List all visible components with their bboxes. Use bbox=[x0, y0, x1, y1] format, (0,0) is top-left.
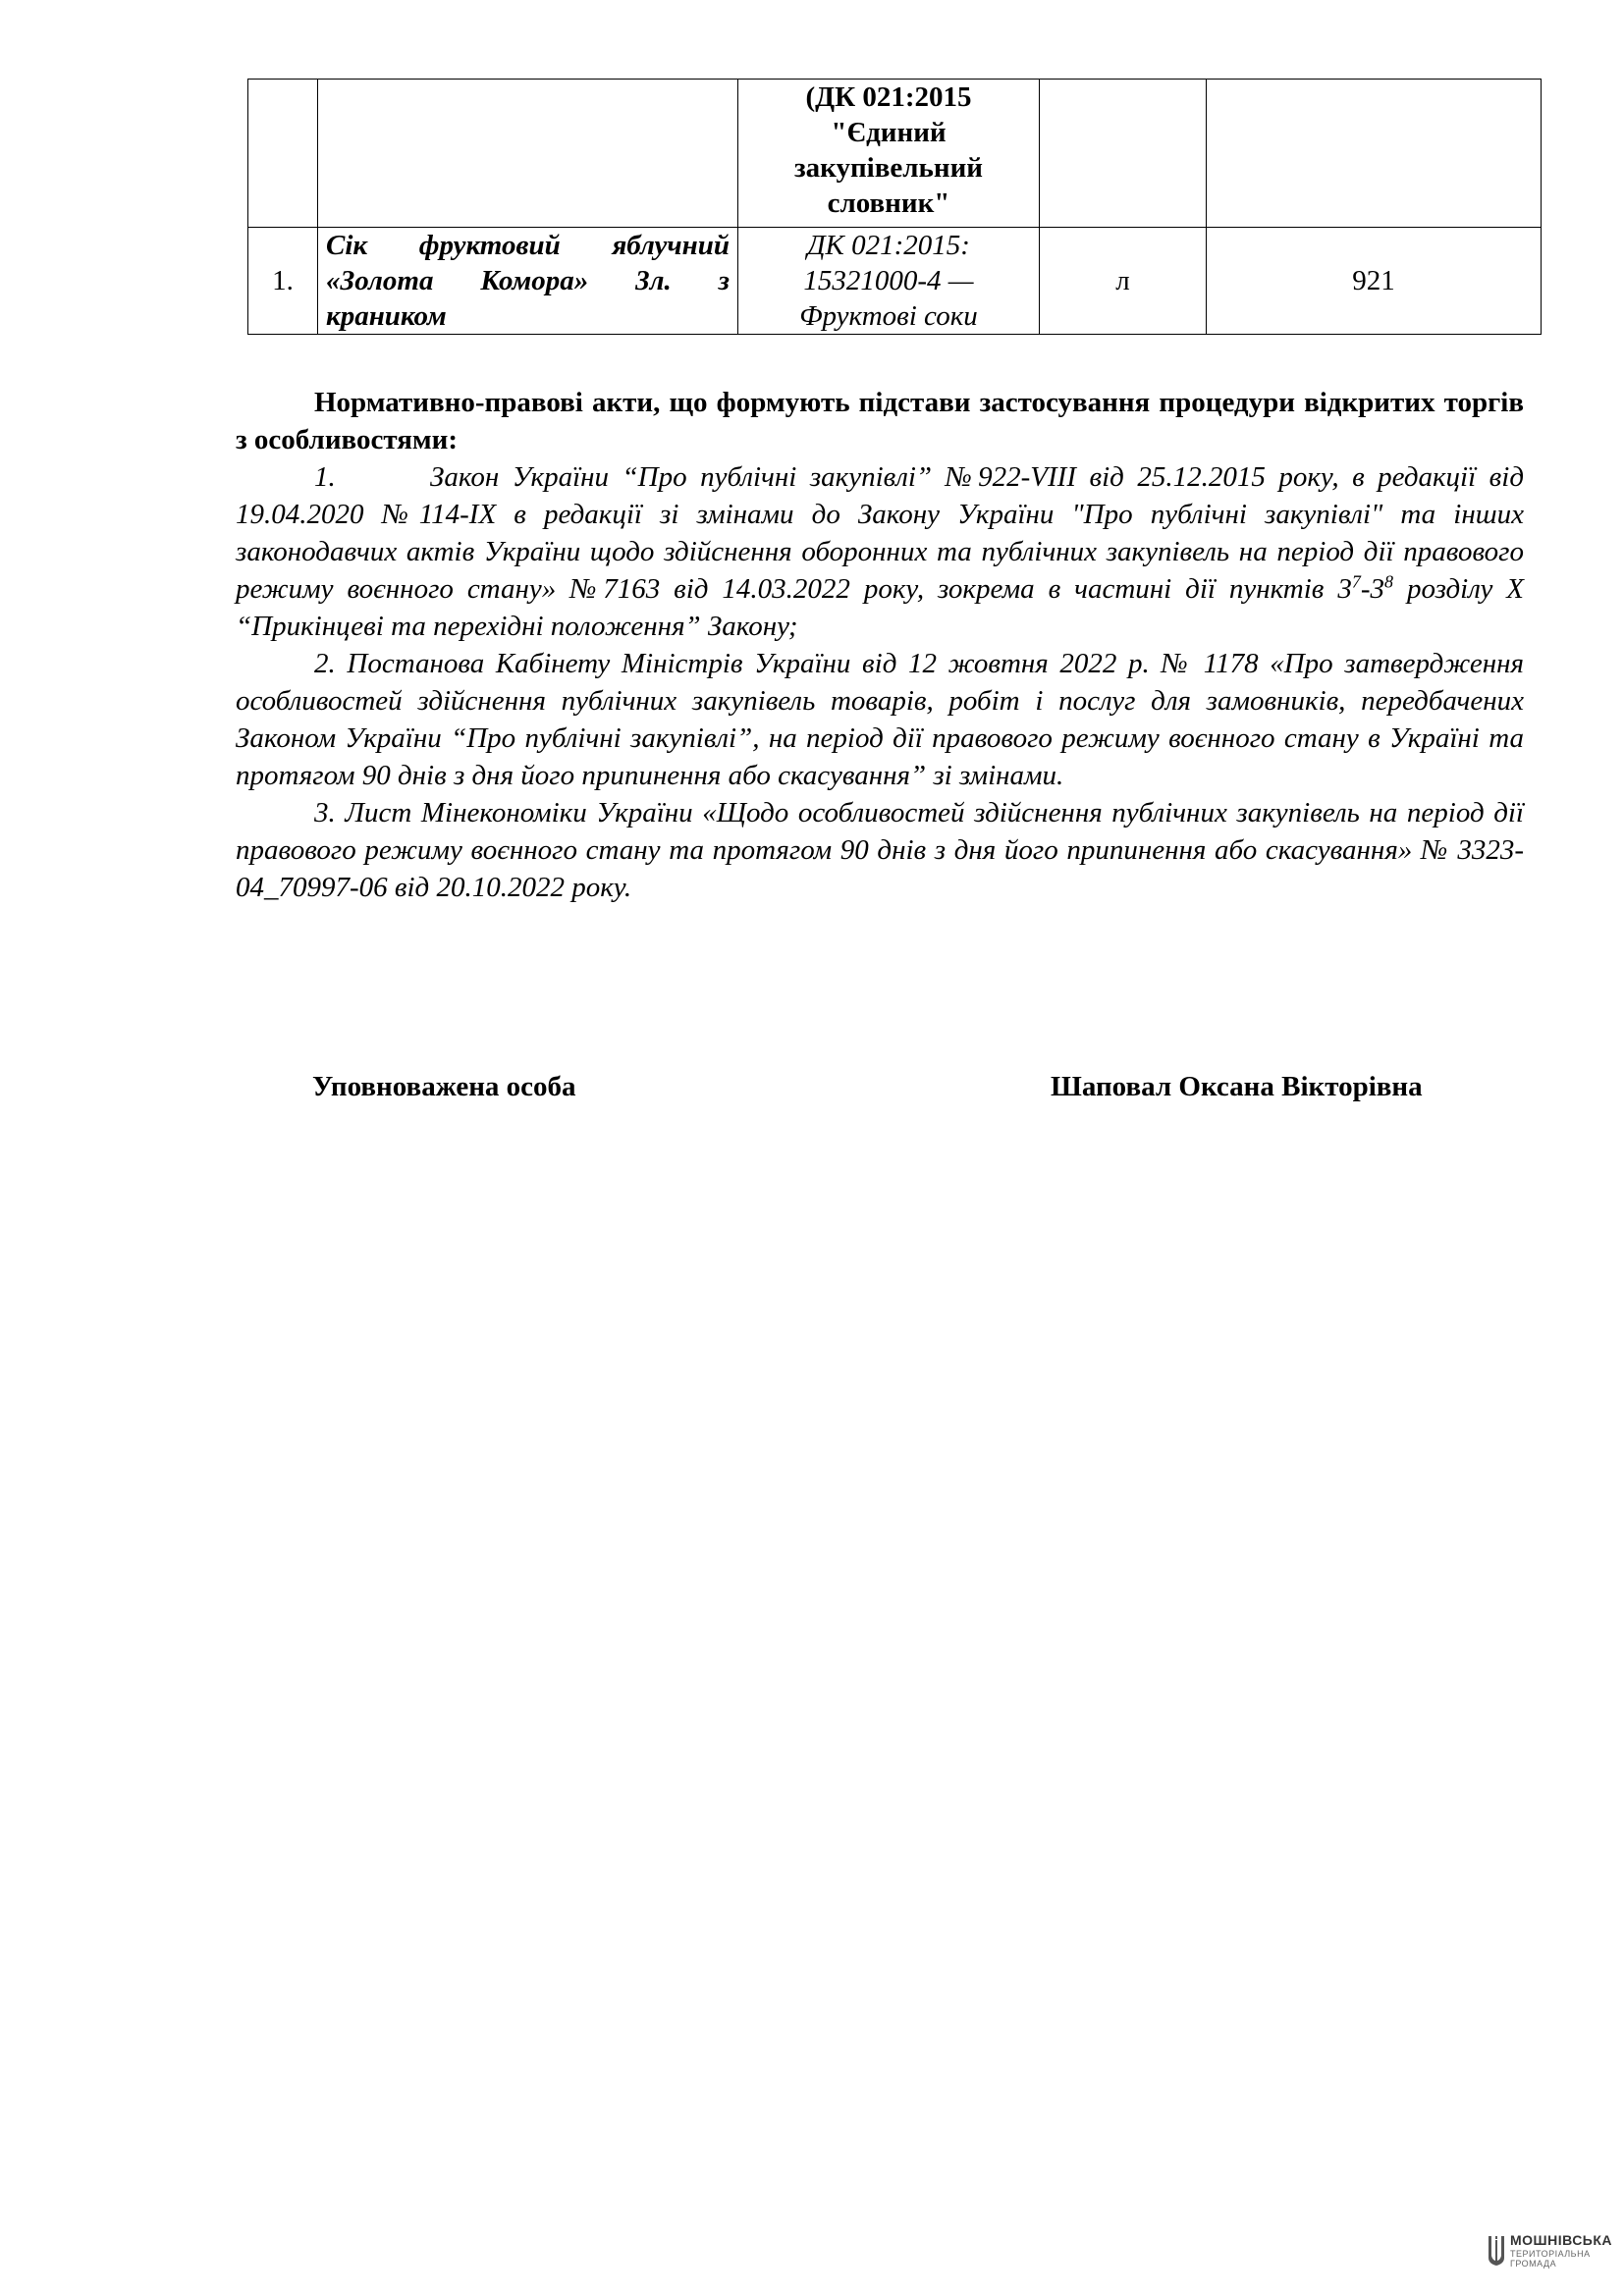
legal-item-1-number: 1. bbox=[314, 461, 336, 493]
legal-item-1-text-end: розділу X “Прикінцеві та перехідні положення” Закону; bbox=[236, 573, 1525, 642]
legal-item-1-text: Закон України “Про публічні закупівлі” №922-VIII від 25.12.2015 року, в редакції від 19.04.2020 №114-IX в редакції зі змінами до Закону України "Про публічні закупівлі" та інших законодавчих актів України щодо здійснення оборонних та публічних закупівель на період дії правового режиму воєнного стану» №7163 від 14.03.2022 року, зокрема в частині дії пунктів 3 bbox=[236, 461, 1524, 605]
header-code-line: словник" bbox=[827, 187, 950, 219]
watermark-line-3: ГРОМАДА bbox=[1510, 2259, 1557, 2269]
watermark-line-2: ТЕРИТОРІАЛЬНА bbox=[1510, 2249, 1591, 2259]
procurement-table bbox=[247, 79, 1542, 335]
watermark-line-1: МОШНІВСЬКА bbox=[1510, 2232, 1613, 2248]
header-code-line: (ДК 021:2015 bbox=[805, 81, 972, 113]
header-cell-name bbox=[318, 80, 738, 228]
community-watermark bbox=[1487, 2232, 1624, 2287]
legal-item-1-sup: 7 bbox=[1351, 571, 1361, 592]
header-code-line: закупівельний bbox=[794, 152, 983, 184]
row-item-name: Сік фруктовий яблучний «Золота Комора» 3л. з краником bbox=[318, 228, 738, 335]
table-header-row bbox=[248, 80, 1542, 228]
header-cell-quantity bbox=[1207, 80, 1542, 228]
table-row bbox=[248, 228, 1542, 335]
legal-item-3: 3. Лист Мінекономіки України «Щодо особливостей здійснення публічних закупівель на період дії правового режиму воєнного стану та протягом 90 днів з дня його припинення або скасування» № 3323-04_70997-06 від 20.10.2022 року. bbox=[236, 797, 1524, 903]
row-code-line: Фруктові соки bbox=[799, 300, 978, 332]
legal-item-1-sup: 8 bbox=[1384, 571, 1394, 592]
legal-acts-list bbox=[236, 458, 1524, 906]
legal-item-1 bbox=[236, 458, 1524, 645]
header-cell-unit bbox=[1040, 80, 1207, 228]
header-cell-code bbox=[738, 80, 1040, 228]
header-code-line: "Єдиний bbox=[831, 117, 947, 148]
signature-role: Уповноважена особа bbox=[312, 1071, 576, 1102]
legal-item-2: 2. Постанова Кабінету Міністрів України від 12 жовтня 2022 р. № 1178 «Про затвердження особливостей здійснення публічних закупівель товарів, робіт і послуг для замовників, передбачених Законом України “Про публічні закупівлі”, на період дії правового режиму воєнного стану в Україні та протягом 90 днів з дня його припинення або скасування” зі змінами. bbox=[236, 648, 1524, 791]
row-quantity: 921 bbox=[1207, 228, 1542, 335]
row-unit: л bbox=[1040, 228, 1207, 335]
legal-acts-heading: Нормативно-правові акти, що формують підстави застосування процедури відкритих торгів з особливостями: bbox=[236, 387, 1524, 455]
row-item-code bbox=[738, 228, 1040, 335]
header-cell-number bbox=[248, 80, 318, 228]
legal-item-1-dash: -3 bbox=[1360, 573, 1385, 605]
row-number: 1. bbox=[248, 228, 318, 335]
signature-name: Шаповал Оксана Вікторівна bbox=[1051, 1071, 1423, 1102]
trident-icon bbox=[1487, 2234, 1506, 2268]
row-code-line: ДК 021:2015: bbox=[807, 230, 970, 261]
row-code-line: 15321000-4 — bbox=[803, 265, 974, 296]
